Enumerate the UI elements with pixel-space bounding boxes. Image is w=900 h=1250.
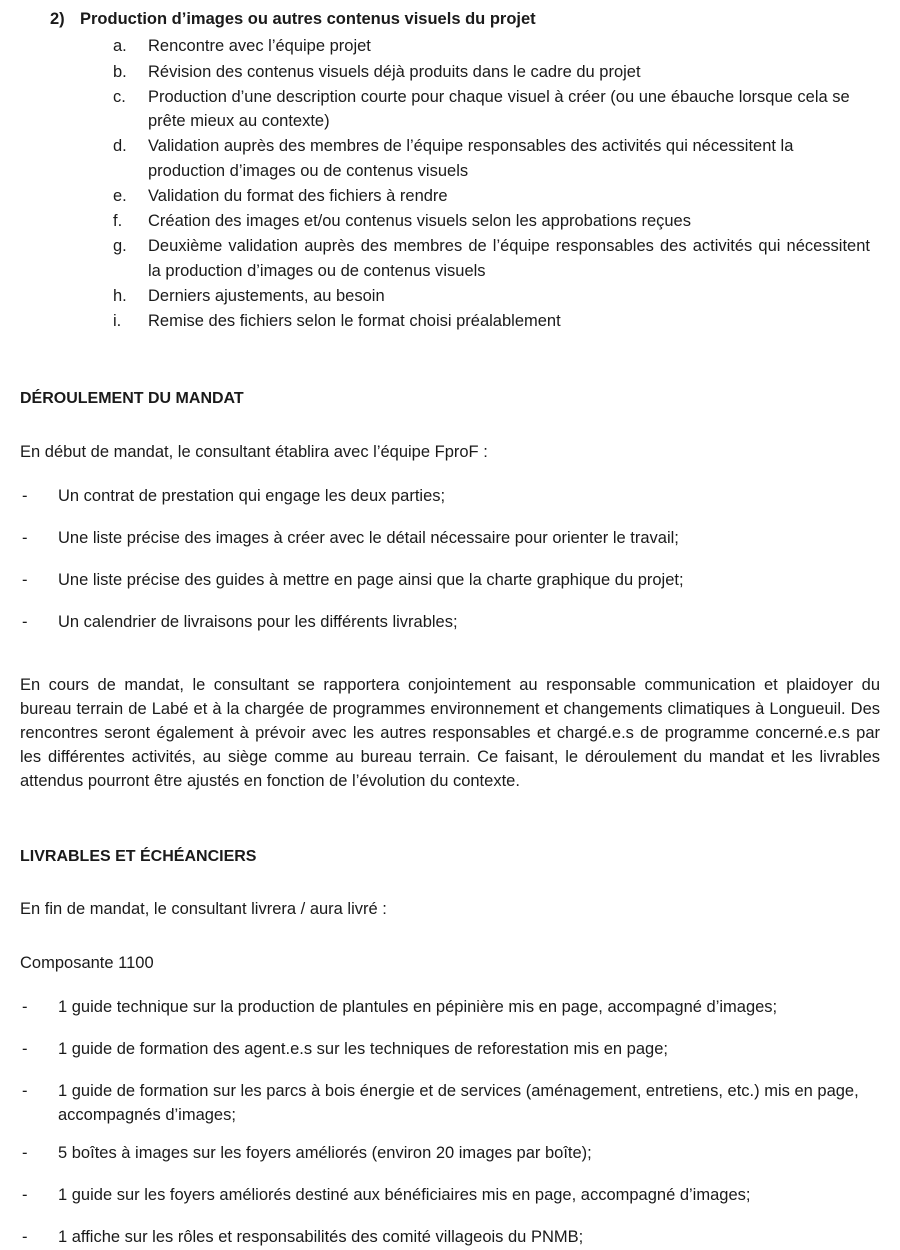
spacer bbox=[20, 868, 880, 898]
list-item bbox=[20, 1080, 880, 1128]
list-item bbox=[20, 527, 880, 551]
list-marker: h. bbox=[113, 286, 127, 305]
list-item bbox=[20, 284, 880, 308]
list-item bbox=[20, 485, 880, 509]
livrables-bullet-list bbox=[20, 996, 880, 1249]
list-marker: b. bbox=[113, 62, 127, 81]
livrables-intro-paragraph: En fin de mandat, le consultant livrera / aura livré : bbox=[20, 900, 387, 919]
dash-marker: - bbox=[22, 1227, 28, 1246]
dash-marker: - bbox=[22, 998, 28, 1017]
list-marker: f. bbox=[113, 212, 123, 231]
list-item-text: Une liste précise des images à créer avec le détail nécessaire pour orienter le travail; bbox=[58, 528, 679, 547]
list-marker: i. bbox=[113, 312, 122, 331]
list-item-text: Deuxième validation auprès des membres de l’équipe responsables des activités qui nécessitent la production d’images ou de contenus visuels bbox=[148, 237, 870, 280]
list-item-text: 1 affiche sur les rôles et responsabilités des comité villageois du PNMB; bbox=[58, 1227, 584, 1246]
section-heading-livrables: LIVRABLES ET ÉCHÉANCIERS bbox=[20, 848, 257, 866]
deroulement-bullet-list bbox=[20, 485, 880, 635]
dash-marker: - bbox=[22, 570, 28, 589]
list-item-text: Production d’une description courte pour chaque visuel à créer (ou une ébauche lorsque cela se prête mieux au contexte) bbox=[148, 87, 850, 131]
list-item bbox=[20, 1038, 880, 1062]
spacer bbox=[20, 465, 880, 485]
list-item bbox=[20, 60, 880, 84]
list-item-text: Rencontre avec l’équipe projet bbox=[148, 37, 371, 56]
list-item-text: Derniers ajustements, au besoin bbox=[148, 286, 385, 305]
list-item bbox=[20, 34, 880, 58]
list-item-text: Un calendrier de livraisons pour les différents livrables; bbox=[58, 612, 458, 631]
list-marker: g. bbox=[113, 237, 127, 256]
list-item bbox=[20, 569, 880, 593]
list-item bbox=[20, 1226, 880, 1250]
dash-marker: - bbox=[22, 486, 28, 505]
list-item-text: 1 guide de formation sur les parcs à bois énergie et de services (aménagement, entretiens, etc.) mis en page, accompagnés d’images; bbox=[58, 1082, 859, 1125]
list-marker: e. bbox=[113, 186, 127, 205]
list-item-text: 1 guide sur les foyers améliorés destiné aux bénéficiaires mis en page, accompagné d’images; bbox=[58, 1185, 751, 1204]
list-item bbox=[20, 234, 880, 283]
spacer bbox=[20, 922, 880, 952]
list-item-text: Un contrat de prestation qui engage les deux parties; bbox=[58, 486, 446, 505]
dash-marker: - bbox=[22, 528, 28, 547]
deroulement-body-paragraph: En cours de mandat, le consultant se rapportera conjointement au responsable communication et plaidoyer du bureau terrain de Labé et à la chargée de programmes environnement et changements climatiques à Longueuil. Des rencontres seront également à prévoir avec les autres responsables et chargé.e.s de programme concerné.e.s par les différentes activités, au siège comme au bureau terrain. Ce faisant, le déroulement du mandat et les livrables attendus pourront être ajustés en fonction de l’évolution du contexte. bbox=[20, 676, 880, 791]
list-item-text: Validation auprès des membres de l’équipe responsables des activités qui nécessitent la production d’images ou de contenus visuels bbox=[148, 137, 794, 180]
dash-marker: - bbox=[22, 1082, 28, 1101]
dash-marker: - bbox=[22, 1040, 28, 1059]
list-marker: 2) bbox=[50, 10, 65, 28]
list-item-text: Validation du format des fichiers à rendre bbox=[148, 186, 448, 205]
list-item bbox=[20, 996, 880, 1020]
spacer bbox=[20, 976, 880, 996]
list-item bbox=[20, 611, 880, 635]
spacer bbox=[20, 664, 880, 674]
list-item-text: Remise des fichiers selon le format choisi préalablement bbox=[148, 312, 561, 331]
spacer bbox=[20, 364, 880, 388]
spacer bbox=[20, 334, 880, 364]
list-item-text: Révision des contenus visuels déjà produits dans le cadre du projet bbox=[148, 62, 641, 81]
spacer bbox=[20, 794, 880, 824]
list-marker: a. bbox=[113, 37, 127, 56]
list-item-text: 1 guide technique sur la production de plantules en pépinière mis en page, accompagné d’images; bbox=[58, 998, 778, 1017]
spacer bbox=[20, 411, 880, 441]
list-item-text: 1 guide de formation des agent.e.s sur les techniques de reforestation mis en page; bbox=[58, 1040, 668, 1059]
spacer bbox=[20, 824, 880, 846]
list-item-text: 5 boîtes à images sur les foyers améliorés (environ 20 images par boîte); bbox=[58, 1143, 592, 1162]
composante-label: Composante 1100 bbox=[20, 954, 154, 973]
lettered-sub-list bbox=[20, 34, 880, 333]
dash-marker: - bbox=[22, 612, 28, 631]
dash-marker: - bbox=[22, 1143, 28, 1162]
list-item bbox=[20, 184, 880, 208]
numbered-item-text: Production d’images ou autres contenus visuels du projet bbox=[80, 10, 536, 28]
deroulement-intro-paragraph: En début de mandat, le consultant établira avec l’équipe FproF : bbox=[20, 442, 488, 461]
dash-marker: - bbox=[22, 1185, 28, 1204]
list-item bbox=[20, 134, 880, 183]
list-item bbox=[20, 1142, 880, 1166]
section-heading-deroulement: DÉROULEMENT DU MANDAT bbox=[20, 390, 244, 408]
numbered-list-item bbox=[20, 8, 880, 31]
list-item-text: Création des images et/ou contenus visuels selon les approbations reçues bbox=[148, 212, 691, 231]
list-item-text: Une liste précise des guides à mettre en page ainsi que la charte graphique du projet; bbox=[58, 570, 684, 589]
list-item bbox=[20, 309, 880, 333]
list-marker: d. bbox=[113, 137, 127, 156]
list-item bbox=[20, 209, 880, 233]
list-marker: c. bbox=[113, 87, 126, 106]
spacer bbox=[20, 634, 880, 664]
list-item bbox=[20, 85, 880, 134]
